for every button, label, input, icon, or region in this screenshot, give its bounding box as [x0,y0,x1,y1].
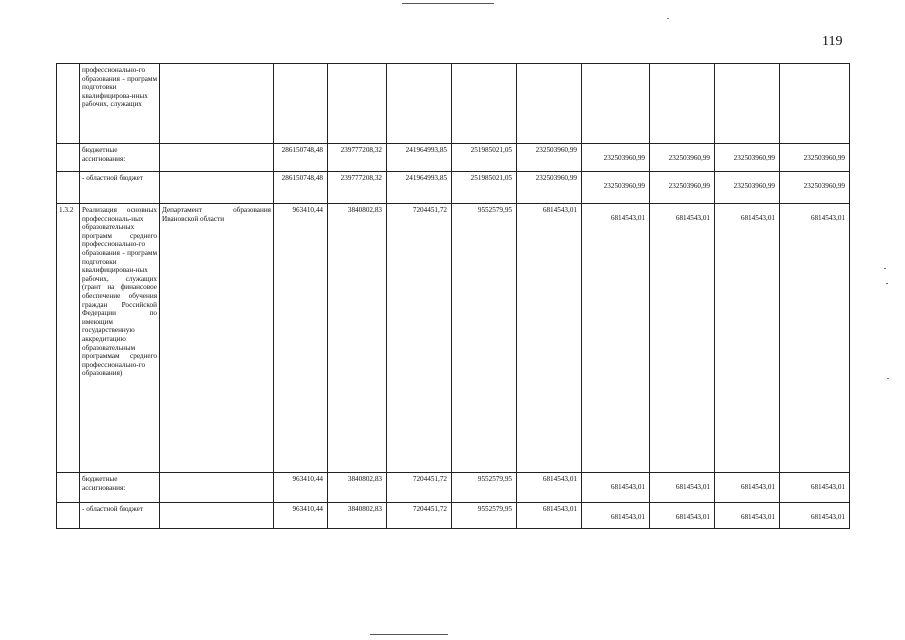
value-cell: 6814543,01 [517,503,582,529]
value-cell: 6814543,01 [582,503,650,529]
value-cell: 3840802,83 [328,503,387,529]
value-cell: 963410,44 [274,503,328,529]
value-cell: 6814543,01 [582,204,650,473]
scan-dot [884,268,886,269]
value-cell: 6814543,01 [780,204,850,473]
row-executor-cell [160,64,274,144]
value-cell: 239777208,32 [328,172,387,204]
row-code-cell [57,503,80,529]
scan-bottom-line [370,634,448,635]
value-cell: 9552579,95 [452,503,517,529]
row-code-cell [57,64,80,144]
row-name-cell: Реализация основных профессиональ-ных образовательных программ среднего профессионально-го образования - программ подготовки квалифицирован-ных рабочих, служащих (грант на финансовое обеспечение обучения граждан Российской Федерации по имеющим государственную аккредитацию образовательным программам среднего профессионально-го образования) [80,204,160,473]
row-code-cell: 1.3.2 [57,204,80,473]
value-cell: 9552579,95 [452,473,517,503]
value-cell: 241964993,85 [387,144,452,172]
value-cell [387,64,452,144]
value-cell: 6814543,01 [517,473,582,503]
value-cell: 6814543,01 [650,503,715,529]
value-cell: 232503960,99 [715,172,780,204]
value-cell: 6814543,01 [780,503,850,529]
value-cell: 963410,44 [274,473,328,503]
row-executor-cell: Департамент образования Ивановской области [160,204,274,473]
value-cell: 232503960,99 [715,144,780,172]
value-cell: 6814543,01 [650,204,715,473]
row-code-cell [57,144,80,172]
value-cell: 6814543,01 [650,473,715,503]
scan-dot [887,378,889,379]
value-cell: 251985021,05 [452,172,517,204]
row-code-cell [57,473,80,503]
value-cell: 232503960,99 [582,172,650,204]
row-executor-cell [160,473,274,503]
table-row [57,64,850,144]
value-cell: 6814543,01 [517,204,582,473]
value-cell: 3840802,83 [328,204,387,473]
table-row [57,473,850,503]
value-cell: 232503960,99 [582,144,650,172]
row-name-cell: - областной бюджет [80,172,160,204]
value-cell [780,64,850,144]
row-executor-cell [160,144,274,172]
row-executor-cell [160,172,274,204]
row-executor-cell [160,503,274,529]
budget-table [56,63,850,529]
value-cell: 241964993,85 [387,172,452,204]
value-cell: 7204451,72 [387,204,452,473]
value-cell: 232503960,99 [650,144,715,172]
value-cell: 232503960,99 [517,144,582,172]
value-cell: 7204451,72 [387,503,452,529]
value-cell [274,64,328,144]
value-cell [582,64,650,144]
value-cell: 286150748,48 [274,144,328,172]
value-cell: 232503960,99 [780,172,850,204]
value-cell: 9552579,95 [452,204,517,473]
value-cell: 6814543,01 [582,473,650,503]
table-row [57,144,850,172]
value-cell: 239777208,32 [328,144,387,172]
value-cell [715,64,780,144]
value-cell: 286150748,48 [274,172,328,204]
table-body [57,64,850,529]
scan-top-line [402,3,494,4]
value-cell [328,64,387,144]
scan-dot [667,18,669,19]
value-cell [452,64,517,144]
scan-dot [886,283,888,284]
value-cell [517,64,582,144]
value-cell: 6814543,01 [780,473,850,503]
value-cell: 6814543,01 [715,503,780,529]
row-name-cell: бюджетные ассигнования: [80,473,160,503]
page-number: 119 [822,34,843,49]
value-cell: 232503960,99 [780,144,850,172]
table-row [57,503,850,529]
row-name-cell: бюджетные ассигнования: [80,144,160,172]
table-row [57,204,850,473]
table-row [57,172,850,204]
value-cell: 6814543,01 [715,473,780,503]
value-cell: 3840802,83 [328,473,387,503]
value-cell: 6814543,01 [715,204,780,473]
row-name-cell: профессионально-го образования - программ подготовки квалифицирова-нных рабочих, служащих [80,64,160,144]
row-code-cell [57,172,80,204]
row-name-cell: - областной бюджет [80,503,160,529]
value-cell: 963410,44 [274,204,328,473]
value-cell: 251985021,05 [452,144,517,172]
value-cell: 232503960,99 [650,172,715,204]
value-cell [650,64,715,144]
value-cell: 7204451,72 [387,473,452,503]
value-cell: 232503960,99 [517,172,582,204]
